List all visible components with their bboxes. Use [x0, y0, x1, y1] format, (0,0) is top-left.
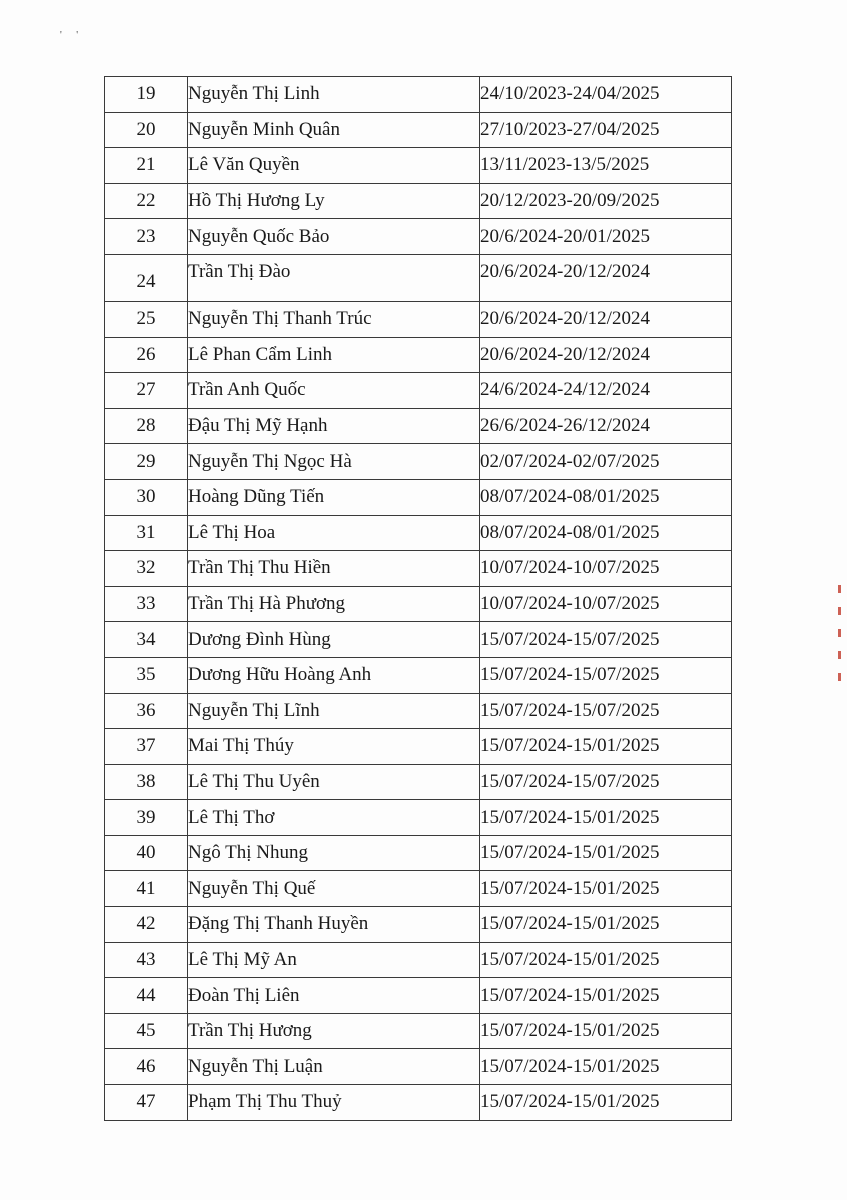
table-row	[105, 219, 732, 255]
employee-name: Nguyễn Thị Luận	[188, 1049, 480, 1085]
table-row	[105, 942, 732, 978]
employee-name: Trần Thị Đào	[188, 254, 480, 301]
contract-period: 15/07/2024-15/01/2025	[480, 1049, 732, 1085]
stamp-fragment	[838, 629, 841, 637]
row-number: 37	[105, 729, 188, 765]
table-row	[105, 148, 732, 184]
contract-period: 15/07/2024-15/01/2025	[480, 978, 732, 1014]
contract-period: 08/07/2024-08/01/2025	[480, 515, 732, 551]
row-number: 44	[105, 978, 188, 1014]
employee-name: Trần Thị Hà Phương	[188, 586, 480, 622]
row-number: 25	[105, 301, 188, 337]
row-number: 22	[105, 183, 188, 219]
contract-period: 10/07/2024-10/07/2025	[480, 586, 732, 622]
contract-period: 15/07/2024-15/01/2025	[480, 1085, 732, 1121]
red-stamp-edge-mark	[835, 585, 843, 725]
contract-period: 15/07/2024-15/01/2025	[480, 942, 732, 978]
contract-period: 10/07/2024-10/07/2025	[480, 551, 732, 587]
contract-period: 15/07/2024-15/01/2025	[480, 871, 732, 907]
employee-name: Mai Thị Thúy	[188, 729, 480, 765]
employee-name: Lê Thị Hoa	[188, 515, 480, 551]
employee-name: Đoàn Thị Liên	[188, 978, 480, 1014]
table-row	[105, 77, 732, 113]
row-number: 35	[105, 657, 188, 693]
employee-table	[104, 76, 732, 1121]
contract-period: 26/6/2024-26/12/2024	[480, 408, 732, 444]
contract-period: 20/6/2024-20/12/2024	[480, 337, 732, 373]
contract-period: 15/07/2024-15/07/2025	[480, 764, 732, 800]
employee-name: Trần Anh Quốc	[188, 373, 480, 409]
contract-period: 24/6/2024-24/12/2024	[480, 373, 732, 409]
table-row	[105, 657, 732, 693]
employee-name: Đặng Thị Thanh Huyền	[188, 907, 480, 943]
contract-period: 13/11/2023-13/5/2025	[480, 148, 732, 184]
employee-name: Nguyễn Thị Lĩnh	[188, 693, 480, 729]
table-row	[105, 586, 732, 622]
row-number: 32	[105, 551, 188, 587]
row-number: 31	[105, 515, 188, 551]
employee-name: Nguyễn Thị Linh	[188, 77, 480, 113]
row-number: 19	[105, 77, 188, 113]
contract-period: 20/6/2024-20/12/2024	[480, 254, 732, 301]
row-number: 23	[105, 219, 188, 255]
row-number: 36	[105, 693, 188, 729]
employee-name: Hồ Thị Hương Ly	[188, 183, 480, 219]
contract-period: 15/07/2024-15/01/2025	[480, 800, 732, 836]
employee-name: Dương Hữu Hoàng Anh	[188, 657, 480, 693]
employee-table-body	[105, 77, 732, 1121]
table-row	[105, 301, 732, 337]
contract-period: 02/07/2024-02/07/2025	[480, 444, 732, 480]
table-row	[105, 907, 732, 943]
table-row	[105, 408, 732, 444]
contract-period: 15/07/2024-15/07/2025	[480, 657, 732, 693]
row-number: 26	[105, 337, 188, 373]
contract-period: 15/07/2024-15/07/2025	[480, 693, 732, 729]
row-number: 24	[105, 254, 188, 301]
employee-name: Nguyễn Thị Ngọc Hà	[188, 444, 480, 480]
row-number: 20	[105, 112, 188, 148]
row-number: 33	[105, 586, 188, 622]
table-row	[105, 1013, 732, 1049]
row-number: 30	[105, 479, 188, 515]
contract-period: 15/07/2024-15/01/2025	[480, 835, 732, 871]
table-row	[105, 871, 732, 907]
row-number: 28	[105, 408, 188, 444]
table-row	[105, 373, 732, 409]
table-row	[105, 1049, 732, 1085]
table-row	[105, 112, 732, 148]
employee-name: Hoàng Dũng Tiến	[188, 479, 480, 515]
row-number: 21	[105, 148, 188, 184]
contract-period: 20/6/2024-20/12/2024	[480, 301, 732, 337]
row-number: 39	[105, 800, 188, 836]
employee-name: Nguyễn Minh Quân	[188, 112, 480, 148]
employee-name: Lê Thị Mỹ An	[188, 942, 480, 978]
employee-name: Lê Thị Thơ	[188, 800, 480, 836]
table-row	[105, 551, 732, 587]
table-row	[105, 693, 732, 729]
row-number: 45	[105, 1013, 188, 1049]
employee-name: Ngô Thị Nhung	[188, 835, 480, 871]
employee-name: Dương Đình Hùng	[188, 622, 480, 658]
contract-period: 20/12/2023-20/09/2025	[480, 183, 732, 219]
employee-name: Trần Thị Thu Hiền	[188, 551, 480, 587]
table-row	[105, 622, 732, 658]
row-number: 41	[105, 871, 188, 907]
table-row	[105, 479, 732, 515]
table-row	[105, 444, 732, 480]
employee-name: Lê Phan Cẩm Linh	[188, 337, 480, 373]
stamp-fragment	[838, 673, 841, 681]
row-number: 34	[105, 622, 188, 658]
contract-period: 24/10/2023-24/04/2025	[480, 77, 732, 113]
contract-period: 15/07/2024-15/07/2025	[480, 622, 732, 658]
table-row	[105, 764, 732, 800]
employee-name: Nguyễn Thị Thanh Trúc	[188, 301, 480, 337]
employee-name: Lê Văn Quyền	[188, 148, 480, 184]
contract-period: 15/07/2024-15/01/2025	[480, 1013, 732, 1049]
stamp-fragment	[838, 607, 841, 615]
row-number: 46	[105, 1049, 188, 1085]
contract-period: 27/10/2023-27/04/2025	[480, 112, 732, 148]
table-row	[105, 1085, 732, 1121]
contract-period: 15/07/2024-15/01/2025	[480, 729, 732, 765]
employee-name: Đậu Thị Mỹ Hạnh	[188, 408, 480, 444]
scan-artifact-mark: ' '	[60, 30, 85, 41]
table-row	[105, 729, 732, 765]
row-number: 47	[105, 1085, 188, 1121]
table-row	[105, 835, 732, 871]
row-number: 42	[105, 907, 188, 943]
contract-period: 15/07/2024-15/01/2025	[480, 907, 732, 943]
table-row	[105, 978, 732, 1014]
employee-name: Nguyễn Thị Quế	[188, 871, 480, 907]
table-row	[105, 515, 732, 551]
table-row	[105, 337, 732, 373]
row-number: 43	[105, 942, 188, 978]
row-number: 29	[105, 444, 188, 480]
stamp-fragment	[838, 585, 841, 593]
table-row	[105, 183, 732, 219]
table-row	[105, 254, 732, 301]
stamp-fragment	[838, 651, 841, 659]
contract-period: 08/07/2024-08/01/2025	[480, 479, 732, 515]
row-number: 38	[105, 764, 188, 800]
employee-name: Nguyễn Quốc Bảo	[188, 219, 480, 255]
employee-name: Phạm Thị Thu Thuỷ	[188, 1085, 480, 1121]
employee-name: Lê Thị Thu Uyên	[188, 764, 480, 800]
contract-period: 20/6/2024-20/01/2025	[480, 219, 732, 255]
table-row	[105, 800, 732, 836]
row-number: 27	[105, 373, 188, 409]
row-number: 40	[105, 835, 188, 871]
employee-name: Trần Thị Hương	[188, 1013, 480, 1049]
